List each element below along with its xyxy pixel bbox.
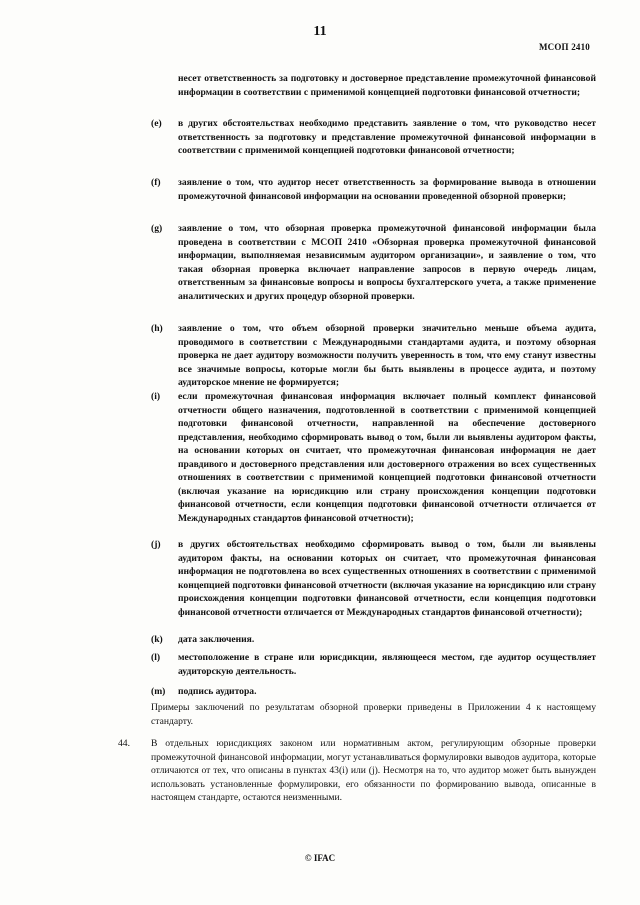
- item-label-g: (g): [151, 223, 163, 234]
- item-label-k: (k): [151, 634, 163, 645]
- item-text-j: в других обстоятельствах необходимо сформировать вывод о том, были ли выявлены аудитором факты, на основании которых он считает, что промежуточная финансовая информация не подготовлена во всех существенных отношениях в соответствии с применимой концепцией подготовки финансовой отчетности (включая указание на юрисдикцию или страну происхождения концепции подготовки финансовой отчетности, если концепция подготовки финансовой отчетности отличается от Международных стандартов финансовой отчетности);: [178, 539, 596, 618]
- item-text-l: местоположение в стране или юрисдикции, являющееся местом, где аудитор осуществляет аудиторскую деятельность.: [178, 652, 596, 677]
- item-text-i: если промежуточная финансовая информация включает полный комплект финансовой отчетности общего назначения, подготовленной в соответствии с применимой концепцией подготовки финансовой отчетности, направленной на обеспечение достоверного представления, необходимо сформировать вывод о том, были ли выявлены аудитором факты, на основании которых он считает, что промежуточная финансовая информация не дает правдивого и достоверного представления или достоверного отражения во всех существенных отношениях в соответствии с применимой концепцией подготовки финансовой отчетности (включая указание на юрисдикцию или страну происхождения концепции подготовки финансовой отчетности, если концепция подготовки финансовой отчетности отличается от Международных стандартов финансовой отчетности);: [178, 391, 596, 524]
- page-number: 11: [313, 24, 327, 39]
- item-text-m: подпись аудитора.: [178, 686, 257, 697]
- item-text-f: заявление о том, что аудитор несет ответственность за формирование вывода в отношении промежуточной финансовой информации на основании проведенной обзорной проверки;: [178, 177, 596, 202]
- item-text-k: дата заключения.: [178, 634, 255, 645]
- para-44-label: 44.: [118, 738, 130, 749]
- item-text-h: заявление о том, что объем обзорной проверки значительно меньше объема аудита, проводимого в соответствии с Международными стандартами аудита, и поэтому обзорная проверка не дает аудитору возможности получить уверенность в том, что ему станут известны все значимые вопросы, которые могли бы быть выявлены в процессе аудита, и поэтому аудиторское мнение не формируется;: [178, 323, 596, 388]
- item-label-m: (m): [151, 686, 166, 697]
- page-footer: © IFAC: [304, 853, 336, 863]
- item-label-i: (i): [151, 391, 161, 402]
- item-label-j: (j): [151, 539, 161, 550]
- item-label-e: (e): [151, 118, 162, 129]
- para-44-text: В отдельных юрисдикциях законом или нормативным актом, регулирующим обзорные проверки промежуточной финансовой информации, могут устанавливаться формулировки выводов аудитора, которые отличаются от тех, что описаны в пунктах 43(i) или (j). Несмотря на то, что аудитор может быть вынужден использовать установленные формулировки, его обязанности по формированию вывода, описанные в настоящем стандарте, остаются неизменными.: [151, 738, 596, 803]
- examples-note: Примеры заключений по результатам обзорной проверки приведены в Приложении 4 к настоящему стандарту.: [151, 702, 596, 727]
- item-label-f: (f): [151, 177, 161, 188]
- item-text-g: заявление о том, что обзорная проверка промежуточной финансовой информации была проведена в соответствии с МСОП 2410 «Обзорная проверка промежуточной финансовой информации, выполняемая независимым аудитором организации», и заявление о том, что такая обзорная проверка включает направление запросов в первую очередь лицам, ответственным за финансовые вопросы и вопросы бухгалтерского учета, а также применение аналитических и других процедур обзорной проверки.: [178, 223, 596, 302]
- intro-continuation: несет ответственность за подготовку и достоверное представление промежуточной финансовой информации в соответствии с применимой концепцией подготовки финансовой отчетности;: [178, 73, 596, 98]
- item-text-e: в других обстоятельствах необходимо представить заявление о том, что руководство несет ответственность за подготовку и представление промежуточной финансовой информации в соответствии с применимой концепцией подготовки финансовой отчетности;: [178, 118, 596, 156]
- item-label-l: (l): [151, 652, 161, 663]
- item-label-h: (h): [151, 323, 163, 334]
- document-code: МСОП 2410: [538, 42, 590, 52]
